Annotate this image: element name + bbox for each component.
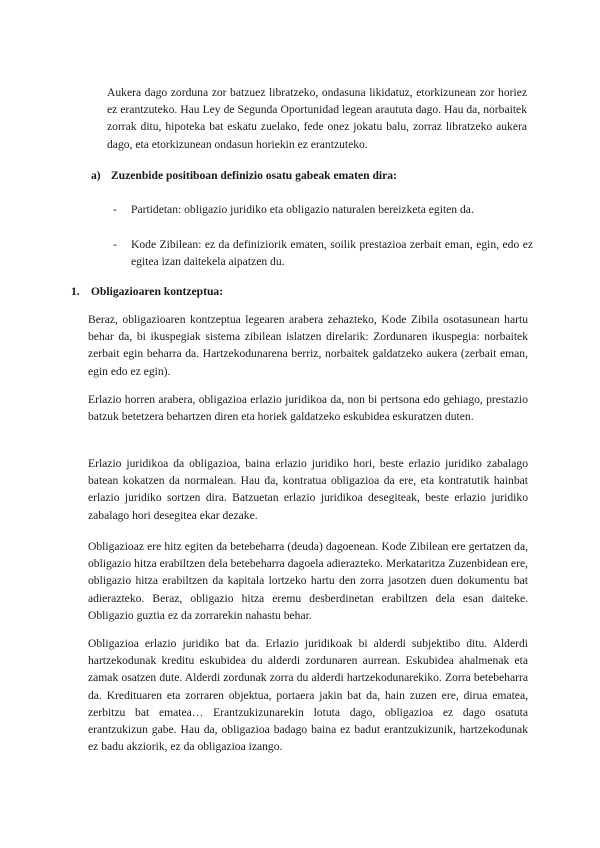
intro-paragraph: Aukera dago zorduna zor batzuez libratzeko, ondasuna likidatuz, etorkizunean zor horiez ez erantzuteko. Hau Ley de Segunda Oportunidad legean araututa dago. Hau da, norbaitek zorrak ditu, hipoteka bat eskatu zuelako, fede onez jokatu balu, zorraz libratzeko aukera dago, eta etorkizunean ondasun horiekin ez erantzuteko. bbox=[107, 86, 527, 151]
body-paragraph: Erlazio juridikoa da obligazioa, baina erlazio juridiko hori, beste erlazio juridiko zabalago batean kokatzen da normalean. Hau da, kontratua obligazioa da ere, eta kontratutik hainbat erlazio juridiko sortzen dira. Batzuetan erlazio juridikoa desegiteak, beste erlazio juridiko zabalago hori desegitea ekar dezake. bbox=[88, 457, 528, 522]
list-item bbox=[113, 236, 533, 270]
section-1-title: Obligazioaren kontzeptua: bbox=[90, 285, 224, 298]
section-1-heading bbox=[71, 283, 531, 300]
section-1-marker: 1. bbox=[71, 285, 80, 298]
bullet-dash: - bbox=[113, 238, 117, 251]
body-paragraph: Obligazioa erlazio juridiko bat da. Erlazio juridikoak bi alderdi subjektibo ditu. Alderdi hartzekodunak kreditu eskubidea du alderdi zordunaren aurrean. Eskubidea ahalmenak eta zamak osatzen dute. Alderdi zordunak zorra du alderdi hartzekodunarekiko. Zorra betebeharra da. Kredituaren eta zorraren objektua, portaera jakin bat da, hain zuzen ere, dirua ematea, zerbitzu bat ematea… Erantzukizunarekin lotuta dago, obligazioa ez dago osatuta erantzukizun gabe. Hau da, obligazioa badago baina ez badut erantzukizunik, hartzekodunak ez badu akziorik, ez da obligazioa izango. bbox=[88, 637, 528, 754]
section-a-heading bbox=[91, 167, 531, 184]
bullet-text: Partidetan: obligazio juridiko eta obligazio naturalen bereizketa egiten da. bbox=[131, 203, 474, 216]
section-a-marker: a) bbox=[91, 169, 101, 182]
body-paragraph: Erlazio horren arabera, obligazioa erlazio juridikoa da, non bi pertsona edo gehiago, prestazio batzuk betetzera behartzen diren eta horiek galdatzeko eskubidea eskuratzen duten. bbox=[88, 393, 528, 424]
bullet-dash: - bbox=[113, 203, 117, 216]
bullet-text: Kode Zibilean: ez da definiziorik ematen, soilik prestazioa zerbait eman, egin, edo ez egitea izan daitekela aipatzen du. bbox=[131, 238, 533, 269]
body-paragraph: Beraz, obligazioaren kontzeptua legearen arabera zehazteko, Kode Zibila osotasunean hartu behar da, bi ikuspegiak sistema zibilean islatzen direlarik: Zordunaren ikuspegia: norbaitek zerbait egin beharra da. Hartzekodunarena berriz, norbaitek galdatzeko aukera (zerbait eman, egin edo ez egin). bbox=[88, 313, 528, 378]
list-item bbox=[113, 201, 533, 218]
body-paragraph: Obligazioaz ere hitz egiten da betebeharra (deuda) dagoenean. Kode Zibilean ere gertatzen da, obligazio hitza erabiltzen dela betebeharra dagoela adierazteko. Merkataritza Zuzenbidean ere, obligazio hitza erabiltzen da kapitala lortzeko hartu den zorra jasotzen duen dokumentu bat adierazteko. Beraz, obligazio hitza eremu desberdinetan erabiltzen dela esan daiteke. Obligazio guztia ez da zorrarekin nahastu behar. bbox=[88, 540, 528, 622]
section-a-title: Zuzenbide positiboan definizio osatu gabeak ematen dira: bbox=[110, 169, 397, 182]
